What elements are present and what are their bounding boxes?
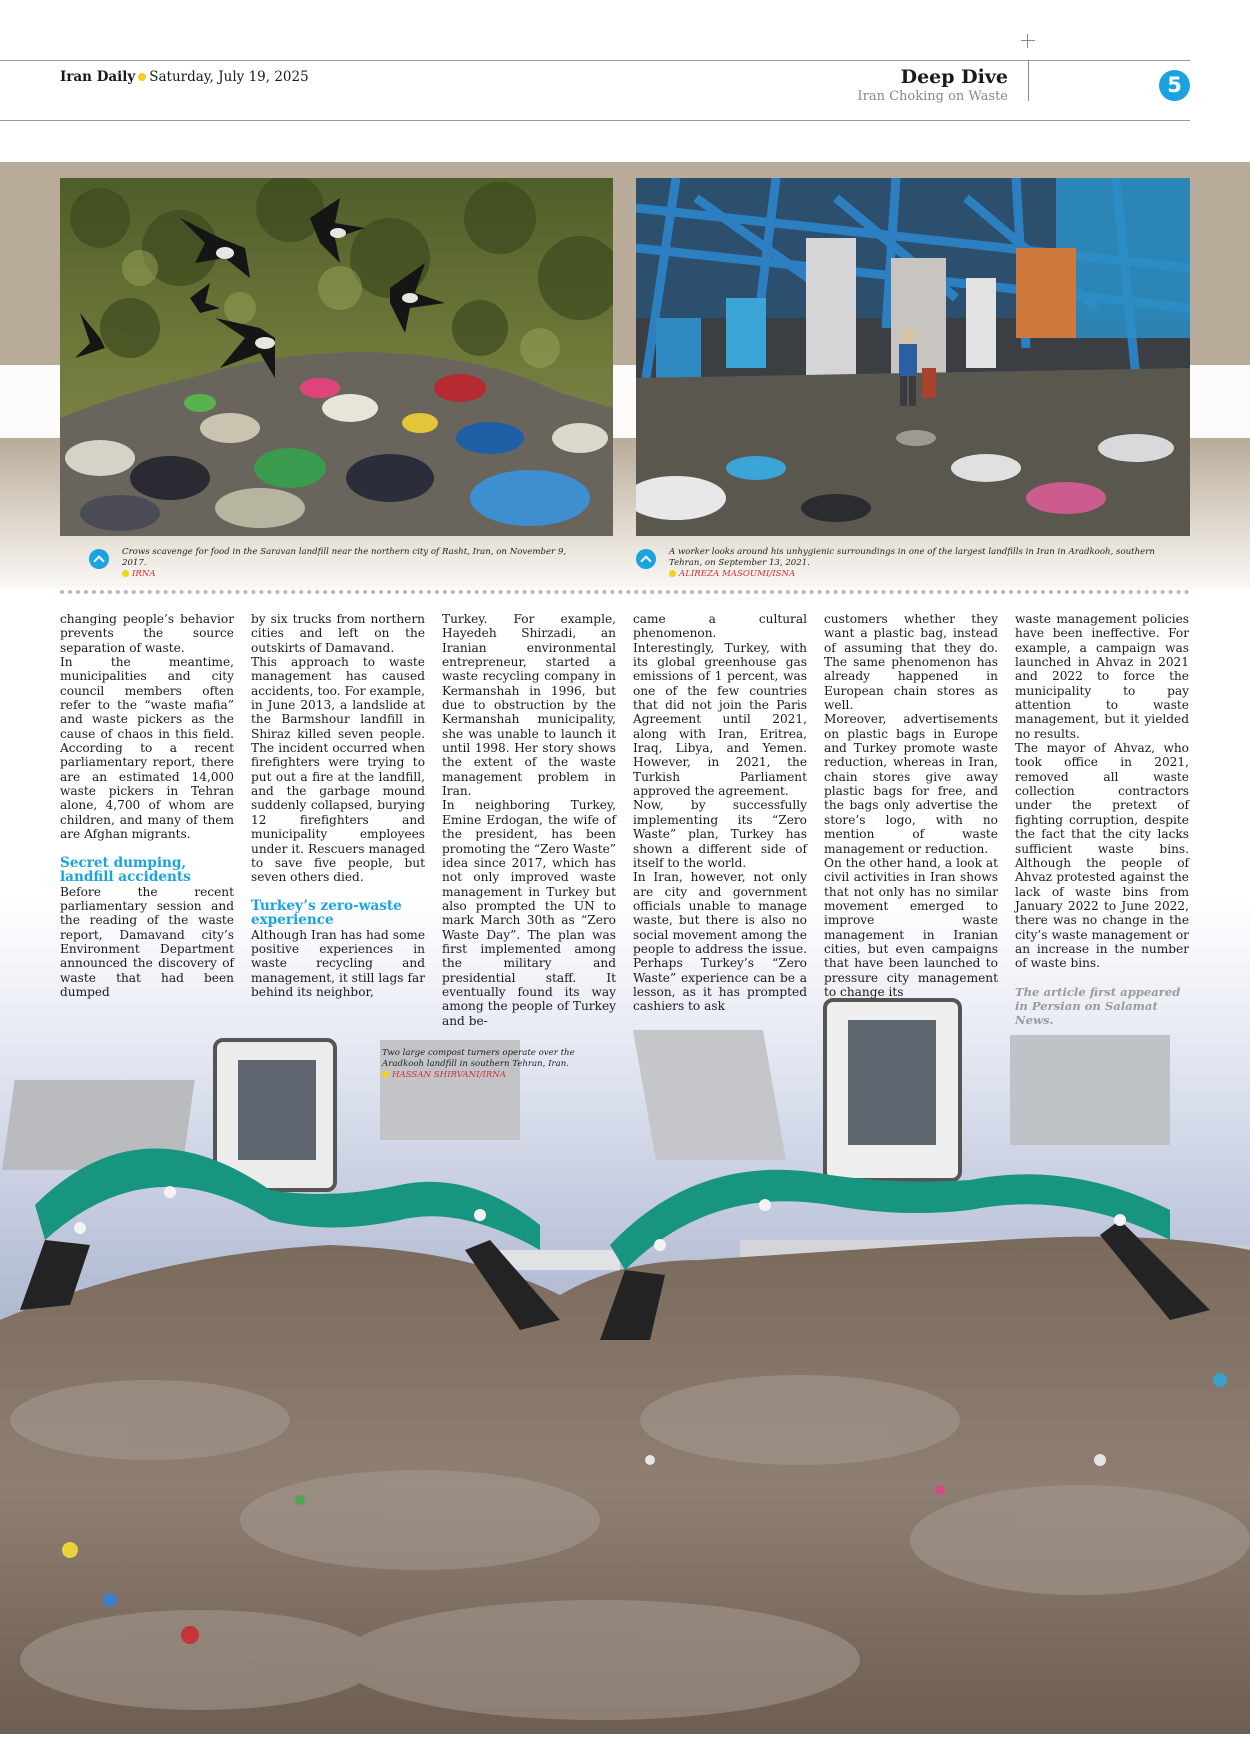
paragraph: This approach to waste management has caused accidents, too. For example, in June 2013, a landslide at the Barmshour landfill in Shiraz killed seven people. The incident occurred when firefighters were trying to put out a fire at the landfill, and the garbage mound suddenly collapsed, burying 12 firefighters and municipality employees under it. Rescuers managed to save five people, but seven others died. — [251, 655, 425, 885]
paragraph: Although Iran has had some positive experiences in waste recycling and management, it still lags far behind its neighbor, — [251, 927, 425, 999]
article-column-4 — [633, 612, 807, 1014]
article-column-1 — [60, 612, 234, 999]
caption-bottom — [382, 1048, 592, 1081]
caption-arrow-icon — [636, 549, 656, 569]
paragraph: Moreover, advertisements on plastic bags in Europe and Turkey promote waste reduction, whereas in Iran, chain stores give away plastic bags for free, and the bags only advertise the store’s logo, with no mention of waste management or reduction. — [824, 712, 998, 856]
paragraph: Now, by successfully implementing its “Zero Waste” plan, Turkey has shown a different side of itself to the world. — [633, 798, 807, 870]
caption-right-text: A worker looks around his unhygienic surroundings in one of the largest landfills in Iran in Aradkooh, southern Tehran, on September 13, 2021. — [669, 547, 1155, 568]
page-number: 5 — [1159, 70, 1190, 101]
photo-worker-landfill — [636, 178, 1190, 536]
paragraph: Before the recent parliamentary session and the reading of the waste report, Damavand city’s Environment Department announced the discovery of waste that had been dumped — [60, 884, 234, 999]
caption-left-text: Crows scavenge for food in the Saravan landfill near the northern city of Rasht, Iran, on November 9, 2017. — [122, 547, 567, 568]
paragraph: On the other hand, a look at civil activities in Iran shows that not only has no similar movement emerged to improve waste management in Iranian cities, but even campaigns that have been launched to pressure city management to change its — [824, 855, 998, 999]
subheading: Turkey’s zero-waste experience — [251, 897, 402, 929]
bullet-dot-icon — [382, 1071, 389, 1078]
header-top-rule — [0, 60, 1190, 61]
paragraph: changing people’s behavior prevents the source separation of waste. — [60, 612, 234, 655]
subheading: Secret dumping, landfill accidents — [60, 854, 191, 885]
caption-arrow-icon — [89, 549, 109, 569]
paragraph: The mayor of Ahvaz, who took office in 2021, removed all waste collection contractors under the pretext of fighting corruption, despite the fact that the city lacks sufficient waste bins. Although the people of Ahvaz protested against the lack of waste bins from January 2022 to June 2022, there was no change in the city’s waste management or an increase in the number of waste bins. — [1015, 741, 1189, 971]
caption-bottom-text: Two large compost turners operate over the Aradkooh landfill in southern Tehran, Iran. — [382, 1048, 575, 1069]
bullet-dot-icon — [122, 570, 129, 577]
caption-right — [669, 547, 1159, 580]
article-column-6 — [1015, 612, 1189, 1027]
crop-mark — [1021, 34, 1035, 48]
article-column-3 — [442, 612, 616, 1028]
article-column-5 — [824, 612, 998, 999]
caption-left-credit: IRNA — [122, 569, 592, 580]
header-bottom-rule — [0, 120, 1190, 121]
bullet-dot-icon — [669, 570, 676, 577]
bullet-dot-icon — [138, 73, 146, 81]
section-title: Deep Dive — [900, 66, 1008, 88]
paragraph: customers whether they want a plastic bag, instead of assuming that they do. The same phenomenon has already happened in European chain stores as well. — [824, 612, 998, 713]
paragraph: by six trucks from northern cities and left on the outskirts of Damavand. — [251, 612, 425, 655]
caption-left — [122, 547, 592, 580]
paragraph: came a cultural phenomenon. — [633, 612, 807, 641]
issue-date: Saturday, July 19, 2025 — [149, 69, 309, 85]
paragraph: Interestingly, Turkey, with its global greenhouse gas emissions of 1 percent, was one of the few countries that did not join the Paris Agreement until 2021, along with Iran, Eritrea, Iraq, Libya, and Yemen. However, in 2021, the Turkish Parliament approved the agreement. — [633, 640, 807, 799]
paragraph: waste management policies have been ineffective. For example, a campaign was launched in Ahvaz in 2021 and 2022 to force the municipality to pay attention to waste management, but it yielded no results. — [1015, 612, 1189, 741]
article-column-2 — [251, 612, 425, 999]
paragraph: Turkey. For example, Hayedeh Shirzadi, an Iranian environmental entrepreneur, started a waste recycling company in Kermanshah in 1996, but due to obstruction by the Kermanshah municipality, she was unable to launch it until 1998. Her story shows the extent of the waste management problem in Iran. — [442, 612, 616, 799]
photo-crows-landfill — [60, 178, 613, 536]
header-divider — [1028, 60, 1029, 101]
caption-right-credit: ALIREZA MASOUMI/ISNA — [669, 569, 1159, 580]
paragraph: In neighboring Turkey, Emine Erdogan, the wife of the president, has been promoting the “Zero Waste” idea since 2017, which has not only improved waste management in Turkey but also prompted the UN to mark March 30th as “Zero Waste Day”. The plan was first implemented among the military and presidential staff. It eventually found its way among the people of Turkey and be- — [442, 798, 616, 1028]
dotted-divider — [60, 590, 1190, 594]
masthead — [60, 69, 309, 85]
caption-bottom-credit: HASSAN SHIRVANI/IRNA — [382, 1070, 592, 1081]
paragraph: In the meantime, municipalities and city council members often refer to the “waste mafia” and waste pickers as the cause of chaos in this field. According to a recent parliamentary report, there are an estimated 14,000 waste pickers in Tehran alone, 4,700 of whom are children, and many of them are Afghan migrants. — [60, 655, 234, 842]
paragraph: In Iran, however, not only are city and government officials unable to manage waste, but there is also no social movement among the people to address the issue. Perhaps Turkey’s “Zero Waste” experience can be a lesson, as it has prompted cashiers to ask — [633, 870, 807, 1014]
source-note: The article first appeared in Persian on Salamat News. — [1015, 984, 1181, 1028]
paper-name: Iran Daily — [60, 69, 136, 85]
section-subtitle: Iran Choking on Waste — [857, 89, 1008, 104]
